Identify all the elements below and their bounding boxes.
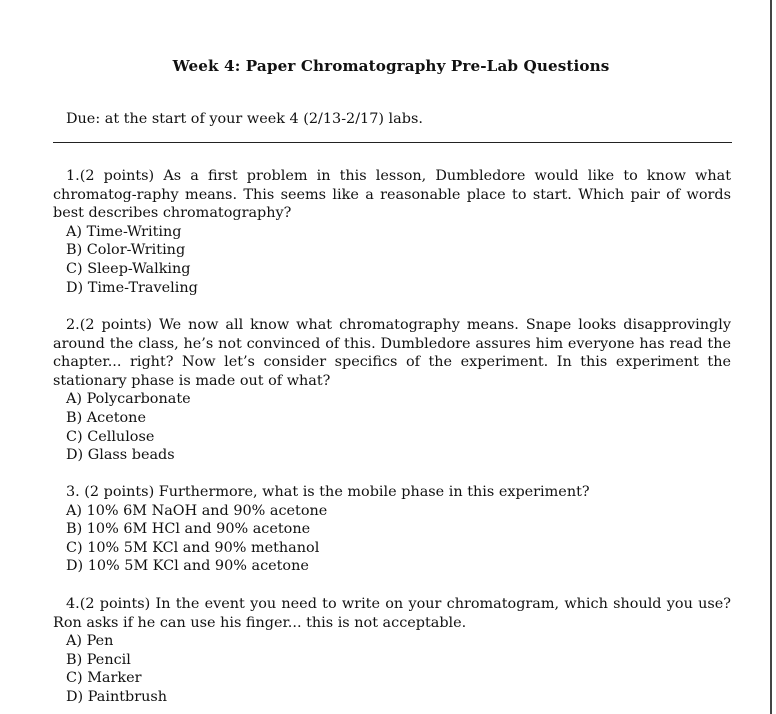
question-stem: 2.(2 points) We now all know what chromatography means. Snape looks disapprovingly around the class, he’s not convinced of this. Dumbledore assures him everyone has read the chapter... right? Now let’s consider specifics of the experiment. In this experiment the stationary phase is made out of what? — [53, 317, 731, 389]
answer-option: B) 10% 6M HCl and 90% acetone — [66, 521, 311, 538]
answer-option: C) Sleep-Walking — [66, 260, 191, 277]
answer-option: C) 10% 5M KCl and 90% methanol — [66, 539, 320, 556]
question-stem: 4.(2 points) In the event you need to write on your chromatogram, which should you use? Ron asks if he can use his finger... this is not acceptable. — [53, 596, 731, 631]
answer-option: D) Paintbrush — [66, 688, 168, 705]
due-date-line: Due: at the start of your week 4 (2/13-2/17) labs. — [66, 111, 423, 127]
question-4 — [53, 595, 731, 707]
answer-option: B) Color-Writing — [66, 242, 186, 259]
question-3 — [53, 483, 731, 576]
question-1 — [53, 167, 731, 297]
question-stem: 3. (2 points) Furthermore, what is the mobile phase in this experiment? — [66, 484, 590, 500]
answer-option: A) Time-Writing — [66, 223, 182, 240]
answer-option: D) Time-Traveling — [66, 279, 198, 296]
answer-option: A) Pen — [66, 633, 114, 650]
answer-option: D) Glass beads — [66, 447, 175, 464]
question-stem: 1.(2 points) As a first problem in this lesson, Dumbledore would like to know what chromatog-raphy means. This seems like a reasonable place to start. Which pair of words best describes chromatography? — [53, 168, 731, 222]
question-2 — [53, 316, 731, 465]
document-title: Week 4: Paper Chromatography Pre-Lab Questions — [172, 57, 610, 75]
answer-option: C) Cellulose — [66, 428, 155, 445]
horizontal-divider — [53, 142, 732, 143]
answer-option: A) 10% 6M NaOH and 90% acetone — [66, 502, 328, 519]
answer-option: B) Pencil — [66, 651, 131, 668]
answer-option: D) 10% 5M KCl and 90% acetone — [66, 558, 309, 575]
answer-option: C) Marker — [66, 670, 142, 687]
answer-option: A) Polycarbonate — [66, 391, 191, 408]
answer-option: B) Acetone — [66, 409, 146, 426]
